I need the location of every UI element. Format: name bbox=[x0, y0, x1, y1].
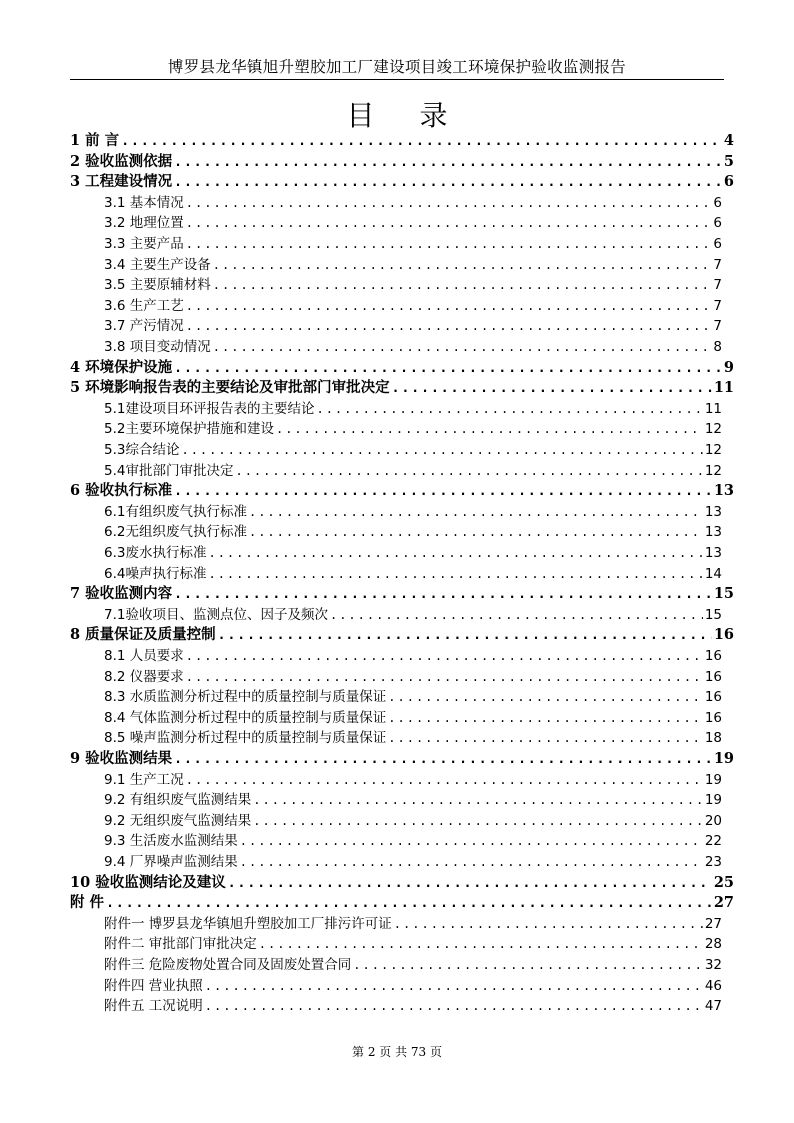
toc-entry-label: 3 工程建设情况 bbox=[70, 173, 173, 191]
toc-entry-page-number: 13 bbox=[704, 545, 722, 561]
toc-entry-label: 5 环境影响报告表的主要结论及审批部门审批决定 bbox=[70, 379, 390, 397]
toc-entry-page-number: 7 bbox=[713, 318, 722, 335]
toc-entry-label: 9.3 生活废水监测结果 bbox=[104, 833, 238, 850]
dot-leader bbox=[394, 914, 703, 934]
dot-leader bbox=[249, 522, 703, 542]
toc-entry-page-number: 4 bbox=[723, 132, 734, 149]
toc-entry-label: 9 验收监测结果 bbox=[70, 750, 173, 767]
toc-entry-page-number: 9 bbox=[723, 358, 734, 376]
dot-leader bbox=[208, 543, 702, 563]
dot-leader bbox=[228, 874, 712, 893]
toc-entry-label: 3.3 主要产品 bbox=[104, 236, 184, 252]
toc-entry-page-number: 25 bbox=[713, 873, 734, 891]
toc-entry-chapter[interactable] bbox=[70, 131, 734, 151]
toc-entry-label: 6.2无组织废气执行标准 bbox=[104, 524, 247, 541]
toc-entry-section[interactable] bbox=[104, 955, 722, 975]
toc-entry-label: 9.4 厂界噪声监测结果 bbox=[104, 854, 238, 870]
dot-leader bbox=[392, 379, 712, 398]
toc-entry-chapter[interactable] bbox=[70, 625, 734, 645]
toc-entry-page-number: 11 bbox=[704, 400, 722, 417]
toc-entry-chapter[interactable] bbox=[70, 152, 734, 172]
toc-entry-page-number: 11 bbox=[713, 379, 734, 397]
dot-leader bbox=[186, 234, 712, 254]
toc-entry-label: 附件二 审批部门审批决定 bbox=[104, 936, 257, 953]
toc-entry-page-number: 13 bbox=[713, 482, 734, 500]
toc-entry-section[interactable] bbox=[104, 852, 722, 872]
toc-entry-section[interactable] bbox=[104, 667, 722, 687]
toc-entry-page-number: 27 bbox=[704, 915, 722, 932]
toc-entry-section[interactable] bbox=[104, 976, 722, 996]
dot-leader bbox=[276, 419, 703, 439]
dot-leader bbox=[253, 790, 703, 810]
toc-entry-chapter[interactable] bbox=[70, 172, 734, 192]
dot-leader bbox=[186, 667, 703, 687]
dot-leader bbox=[213, 275, 712, 295]
toc-entry-page-number: 15 bbox=[713, 585, 734, 603]
dot-leader bbox=[316, 399, 702, 419]
dot-leader bbox=[388, 728, 703, 748]
toc-entry-chapter[interactable] bbox=[70, 481, 734, 501]
toc-entry-section[interactable] bbox=[104, 522, 722, 542]
dot-leader bbox=[218, 626, 712, 645]
toc-entry-label: 5.2主要环境保护措施和建设 bbox=[104, 421, 274, 438]
dot-leader bbox=[213, 255, 712, 275]
dot-leader bbox=[213, 337, 712, 357]
page-title: 目 录 bbox=[346, 99, 466, 132]
toc-entry-label: 附件三 危险废物处置合同及固废处置合同 bbox=[104, 957, 352, 973]
toc-entry-label: 8.4 气体监测分析过程中的质量控制与质量保证 bbox=[104, 709, 387, 726]
dot-leader bbox=[388, 687, 703, 707]
toc-entry-label: 2 验收监测依据 bbox=[70, 152, 173, 170]
toc-entry-page-number: 19 bbox=[713, 750, 734, 767]
toc-entry-section[interactable] bbox=[104, 234, 722, 254]
toc-entry-page-number: 16 bbox=[704, 648, 722, 664]
toc-entry-section[interactable] bbox=[104, 646, 722, 666]
dot-leader bbox=[353, 955, 703, 975]
toc-entry-page-number: 16 bbox=[704, 668, 722, 685]
dot-leader bbox=[235, 461, 702, 481]
toc-entry-label: 7 验收监测内容 bbox=[70, 585, 173, 603]
toc-entry-section[interactable] bbox=[104, 316, 722, 336]
toc-entry-label: 10 验收监测结论及建议 bbox=[70, 873, 226, 891]
toc-entry-chapter[interactable] bbox=[70, 893, 734, 913]
toc-entry-section[interactable] bbox=[104, 502, 722, 522]
toc-entry-section[interactable] bbox=[104, 564, 722, 584]
toc-entry-section[interactable] bbox=[104, 708, 722, 728]
toc-entry-section[interactable] bbox=[104, 996, 722, 1016]
toc-entry-label: 3.7 产污情况 bbox=[104, 318, 184, 335]
toc-entry-label: 5.1建设项目环评报告表的主要结论 bbox=[104, 400, 315, 417]
toc-entry-label: 附 件 bbox=[70, 894, 105, 912]
toc-entry-section[interactable] bbox=[104, 728, 722, 748]
dot-leader bbox=[240, 852, 703, 872]
toc-entry-chapter[interactable] bbox=[70, 378, 734, 398]
toc-entry-label: 3.1 基本情况 bbox=[104, 194, 184, 211]
toc-entry-page-number: 7 bbox=[713, 256, 722, 273]
toc-entry-section[interactable] bbox=[104, 193, 722, 213]
toc-entry-chapter[interactable] bbox=[70, 873, 734, 893]
toc-entry-section[interactable] bbox=[104, 831, 722, 851]
toc-entry-page-number: 7 bbox=[713, 297, 722, 314]
dot-leader bbox=[174, 153, 722, 172]
toc-entry-label: 4 环境保护设施 bbox=[70, 358, 173, 376]
dot-leader bbox=[186, 193, 712, 213]
toc-entry-label: 9.2 无组织废气监测结果 bbox=[104, 812, 252, 829]
toc-entry-label: 3.6 生产工艺 bbox=[104, 297, 184, 314]
page-number-footer: 第 2 页 共 73 页 bbox=[352, 1045, 442, 1059]
toc-entry-section[interactable] bbox=[104, 605, 722, 625]
toc-entry-section[interactable] bbox=[104, 399, 722, 419]
toc-entry-page-number: 20 bbox=[704, 812, 722, 829]
toc-entry-page-number: 27 bbox=[713, 894, 734, 912]
toc-entry-section[interactable] bbox=[104, 914, 722, 934]
toc-entry-label: 3.4 主要生产设备 bbox=[104, 256, 211, 273]
toc-entry-page-number: 16 bbox=[704, 689, 722, 706]
toc-entry-section[interactable] bbox=[104, 419, 722, 439]
toc-entry-page-number: 15 bbox=[704, 606, 722, 623]
dot-leader bbox=[205, 976, 703, 996]
dot-leader bbox=[388, 708, 703, 728]
toc-entry-page-number: 46 bbox=[704, 977, 722, 994]
toc-entry-chapter[interactable] bbox=[70, 584, 734, 604]
dot-leader bbox=[186, 770, 703, 790]
toc-entry-label: 3.2 地理位置 bbox=[104, 215, 184, 232]
toc-entry-section[interactable] bbox=[104, 275, 722, 295]
dot-leader bbox=[208, 564, 702, 584]
toc-entry-page-number: 6 bbox=[713, 236, 722, 252]
toc-entry-page-number: 14 bbox=[704, 565, 722, 582]
toc-entry-section[interactable] bbox=[104, 687, 722, 707]
toc-entry-page-number: 19 bbox=[704, 792, 722, 809]
toc-entry-page-number: 22 bbox=[704, 833, 722, 850]
toc-entry-label: 9.2 有组织废气监测结果 bbox=[104, 792, 252, 809]
toc-entry-section[interactable] bbox=[104, 255, 722, 275]
dot-leader bbox=[240, 831, 703, 851]
toc-entry-section[interactable] bbox=[104, 811, 722, 831]
toc-entry-page-number: 18 bbox=[704, 730, 722, 747]
toc-entry-page-number: 19 bbox=[704, 771, 722, 788]
toc-entry-page-number: 12 bbox=[704, 442, 722, 458]
toc-entry-page-number: 6 bbox=[723, 173, 734, 191]
toc-entry-label: 3.8 项目变动情况 bbox=[104, 339, 211, 355]
toc-entry-page-number: 13 bbox=[704, 524, 722, 541]
toc-entry-section[interactable] bbox=[104, 296, 722, 316]
toc-entry-label: 5.3综合结论 bbox=[104, 442, 180, 458]
dot-leader bbox=[205, 996, 703, 1016]
toc-entry-chapter[interactable] bbox=[70, 749, 734, 769]
toc-entry-label: 8.2 仪器要求 bbox=[104, 668, 184, 685]
report-header-title: 博罗县龙华镇旭升塑胶加工厂建设项目竣工环境保护验收监测报告 bbox=[167, 58, 627, 76]
toc-entry-section[interactable] bbox=[104, 790, 722, 810]
dot-leader bbox=[174, 359, 722, 378]
toc-entry-page-number: 8 bbox=[713, 339, 722, 355]
toc-entry-page-number: 13 bbox=[704, 503, 722, 520]
toc-entry-page-number: 7 bbox=[713, 277, 722, 294]
dot-leader bbox=[186, 296, 712, 316]
toc-entry-label: 1 前 言 bbox=[70, 132, 120, 149]
dot-leader bbox=[174, 750, 712, 769]
dot-leader bbox=[249, 502, 703, 522]
toc-entry-section[interactable] bbox=[104, 213, 722, 233]
dot-leader bbox=[121, 132, 722, 151]
toc-entry-label: 9.1 生产工况 bbox=[104, 771, 184, 788]
toc-entry-section[interactable] bbox=[104, 770, 722, 790]
dot-leader bbox=[174, 173, 722, 192]
toc-entry-section[interactable] bbox=[104, 461, 722, 481]
toc-entry-label: 5.4审批部门审批决定 bbox=[104, 462, 234, 479]
toc-entry-page-number: 6 bbox=[713, 215, 722, 232]
toc-entry-label: 附件五 工况说明 bbox=[104, 998, 203, 1015]
toc-entry-label: 6 验收执行标准 bbox=[70, 482, 173, 500]
toc-entry-section[interactable] bbox=[104, 934, 722, 954]
toc-entry-label: 8.3 水质监测分析过程中的质量控制与质量保证 bbox=[104, 689, 387, 706]
dot-leader bbox=[174, 585, 712, 604]
dot-leader bbox=[186, 213, 712, 233]
toc-entry-label: 6.4噪声执行标准 bbox=[104, 565, 207, 582]
toc-entry-section[interactable] bbox=[104, 543, 722, 563]
dot-leader bbox=[186, 646, 703, 666]
dot-leader bbox=[181, 440, 702, 460]
toc-entry-label: 附件一 博罗县龙华镇旭升塑胶加工厂排污许可证 bbox=[104, 915, 392, 932]
toc-entry-page-number: 16 bbox=[713, 626, 734, 644]
toc-entry-page-number: 5 bbox=[723, 152, 734, 170]
toc-entry-page-number: 47 bbox=[704, 998, 722, 1015]
dot-leader bbox=[106, 894, 712, 913]
dot-leader bbox=[253, 811, 703, 831]
header-divider bbox=[70, 79, 724, 80]
toc-entry-section[interactable] bbox=[104, 337, 722, 357]
toc-entry-page-number: 23 bbox=[704, 854, 722, 870]
toc-entry-page-number: 6 bbox=[713, 194, 722, 211]
toc-entry-label: 3.5 主要原辅材料 bbox=[104, 277, 211, 294]
toc-entry-label: 7.1验收项目、监测点位、因子及频次 bbox=[104, 606, 328, 623]
toc-entry-label: 8.5 噪声监测分析过程中的质量控制与质量保证 bbox=[104, 730, 387, 747]
toc-entry-section[interactable] bbox=[104, 440, 722, 460]
toc-entry-label: 8.1 人员要求 bbox=[104, 648, 184, 664]
toc-entry-label: 附件四 营业执照 bbox=[104, 977, 203, 994]
toc-entry-label: 6.3废水执行标准 bbox=[104, 545, 207, 561]
toc-entry-page-number: 12 bbox=[704, 462, 722, 479]
toc-entry-page-number: 12 bbox=[704, 421, 722, 438]
toc-entry-page-number: 16 bbox=[704, 709, 722, 726]
dot-leader bbox=[186, 316, 712, 336]
toc-entry-chapter[interactable] bbox=[70, 358, 734, 378]
dot-leader bbox=[174, 482, 712, 501]
toc-entry-label: 8 质量保证及质量控制 bbox=[70, 626, 216, 644]
toc-entry-label: 6.1有组织废气执行标准 bbox=[104, 503, 247, 520]
toc-entry-page-number: 32 bbox=[704, 957, 722, 973]
dot-leader bbox=[330, 605, 703, 625]
dot-leader bbox=[259, 934, 703, 954]
toc-entry-page-number: 28 bbox=[704, 936, 722, 953]
